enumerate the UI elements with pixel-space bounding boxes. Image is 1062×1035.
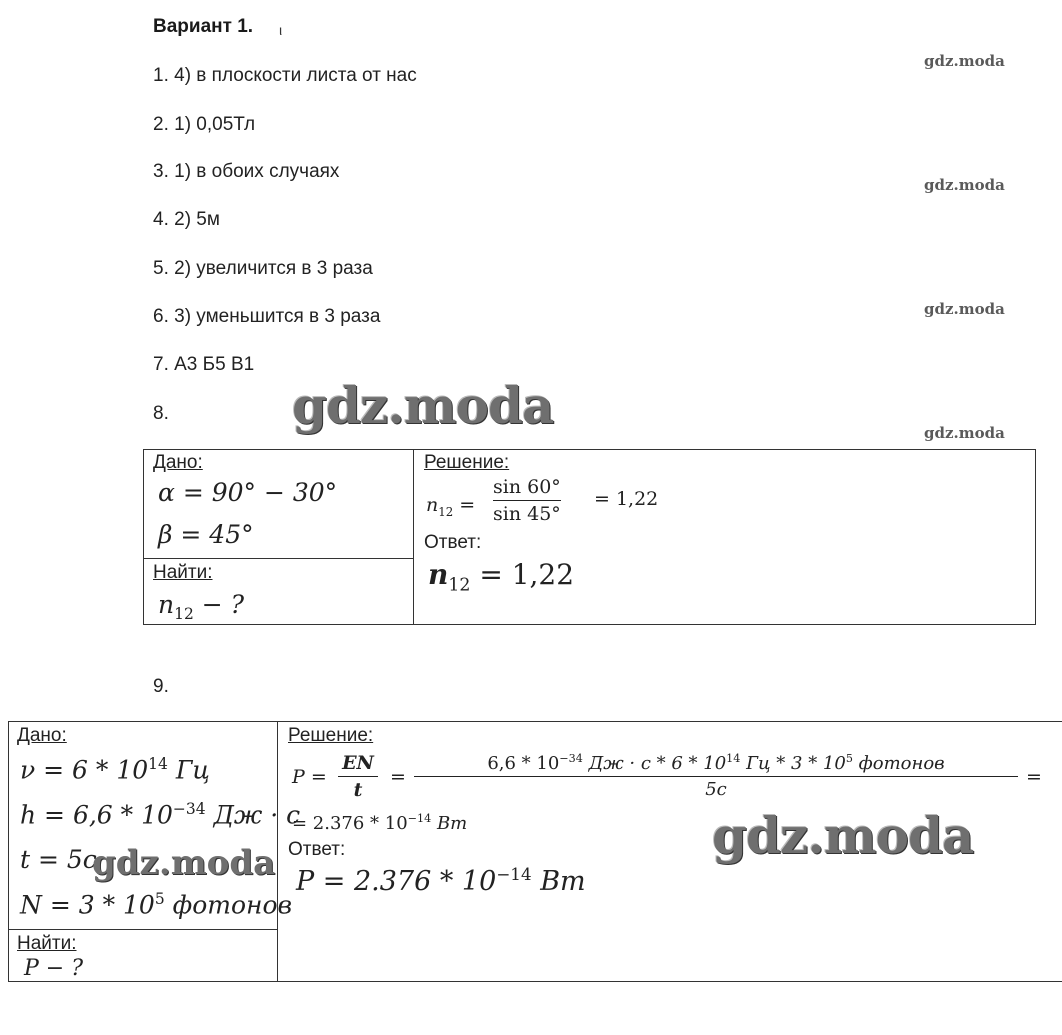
- answer-7: 7. А3 Б5 В1: [153, 354, 255, 375]
- watermark: gdz.moda: [924, 300, 1005, 318]
- task9-frac1: EN t: [338, 752, 378, 801]
- task8-find-label: Найти:: [153, 562, 213, 583]
- task8-sol-fraction: sin 60° sin 45°: [493, 476, 561, 525]
- task9-sol-lhs: P =: [292, 766, 327, 788]
- task9-given-t: t = 5c: [20, 845, 97, 874]
- task9-frac2: $6,6 * 10^{-34}$ Дж · с * $6 * 10^{14}$ Гц * $3 * 10^5$ фотонов 5c: [414, 752, 1018, 800]
- task9-eq: =: [390, 766, 406, 788]
- task9-find: P − ?: [24, 956, 84, 981]
- page-title: Вариант 1.: [153, 16, 254, 37]
- task8-divider: [413, 449, 414, 625]
- task9-eq-tail: =: [1026, 766, 1042, 788]
- answer-1: 1. 4) в плоскости листа от нас: [153, 65, 417, 86]
- task8-hdivider: [143, 558, 413, 559]
- task8-table: [143, 449, 1036, 625]
- task9-answer: $P = 2.376 * 10^{-14}$ Bm: [296, 864, 586, 897]
- task9-given-label: Дано:: [17, 725, 67, 746]
- answer-5: 5. 2) увеличится в 3 раза: [153, 258, 373, 279]
- answer-3: 3. 1) в обоих случаях: [153, 161, 340, 182]
- title-mark: ι: [279, 22, 283, 38]
- answer-4: 4. 2) 5м: [153, 209, 220, 230]
- task8-answer: $n_{12} = 1,22$: [428, 558, 575, 596]
- task8-given-alpha: α = 90° − 30°: [158, 478, 338, 507]
- task8-solution-label: Решение:: [424, 452, 510, 473]
- task9-solution-label: Решение:: [288, 725, 374, 746]
- task9-hdivider: [8, 929, 277, 930]
- watermark-medium: gdz.moda: [92, 843, 276, 883]
- watermark: gdz.moda: [924, 52, 1005, 70]
- watermark: gdz.moda: [924, 424, 1005, 442]
- task8-sol-lhs: $n_{12}$ =: [426, 494, 476, 519]
- task9-given-nu: $\nu = 6 * 10^{14}$ Гц: [20, 755, 210, 785]
- watermark: gdz.moda: [924, 176, 1005, 194]
- task8-given-beta: β = 45°: [158, 520, 254, 549]
- task9-given-h: $h = 6,6 * 10^{-34}$ Дж · с: [20, 800, 301, 830]
- task9-answer-label: Ответ:: [288, 839, 346, 860]
- task8-sol-result: = 1,22: [594, 488, 659, 510]
- task8-find: $n_{12}$ − ?: [158, 590, 245, 623]
- task9-given-N: $N = 3 * 10^5$ фотонов: [20, 890, 293, 920]
- task9-divider: [277, 721, 278, 982]
- watermark-large: gdz.moda: [712, 806, 974, 865]
- task8-answer-label: Ответ:: [424, 532, 482, 553]
- watermark-large: gdz.moda: [292, 376, 554, 435]
- answer-6: 6. 3) уменьшится в 3 раза: [153, 306, 381, 327]
- task9-number: 9.: [153, 676, 169, 697]
- task9-sol-line2: = $2.376 * 10^{-14}$ Bm: [292, 812, 468, 834]
- answer-8: 8.: [153, 403, 169, 424]
- answer-2: 2. 1) 0,05Тл: [153, 114, 256, 135]
- task8-given-label: Дано:: [153, 452, 203, 473]
- task9-find-label: Найти:: [17, 933, 77, 954]
